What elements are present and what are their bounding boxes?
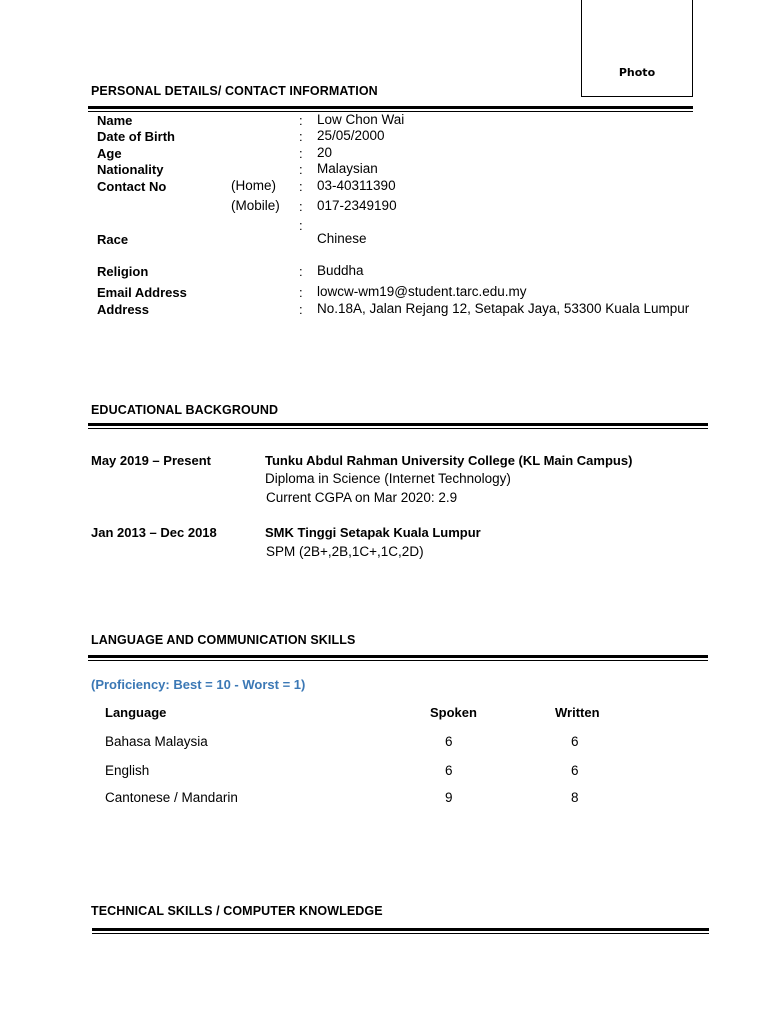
colon: :: [299, 179, 303, 194]
label-name: Name: [97, 113, 133, 128]
colon: :: [299, 146, 303, 161]
section-divider-thin: [88, 428, 708, 429]
label-age: Age: [97, 146, 122, 161]
colon: :: [299, 162, 303, 177]
education-detail: Diploma in Science (Internet Technology): [265, 471, 511, 486]
language-spoken: 9: [445, 790, 453, 805]
language-spoken: 6: [445, 763, 453, 778]
education-institution: Tunku Abdul Rahman University College (KL Main Campus): [265, 453, 633, 468]
label-dob: Date of Birth: [97, 129, 175, 144]
colon: :: [299, 218, 303, 233]
section-divider: [88, 655, 708, 658]
value-religion: Buddha: [317, 263, 364, 278]
photo-placeholder: [581, 0, 693, 97]
personal-section-title: PERSONAL DETAILS/ CONTACT INFORMATION: [91, 84, 378, 98]
education-detail: SPM (2B+,2B,1C+,1C,2D): [266, 544, 424, 559]
education-date: May 2019 – Present: [91, 453, 211, 468]
value-dob: 25/05/2000: [317, 128, 385, 143]
header-language: Language: [105, 705, 167, 720]
language-spoken: 6: [445, 734, 453, 749]
education-section-title: EDUCATIONAL BACKGROUND: [91, 403, 279, 417]
value-age: 20: [317, 145, 333, 160]
label-race: Race: [97, 232, 129, 247]
label-religion: Religion: [97, 264, 149, 279]
value-name: Low Chon Wai: [317, 112, 405, 127]
language-name: Bahasa Malaysia: [105, 734, 208, 749]
language-written: 6: [571, 763, 579, 778]
value-mobile-phone: 017-2349190: [317, 198, 397, 213]
label-nationality: Nationality: [97, 162, 164, 177]
education-date: Jan 2013 – Dec 2018: [91, 525, 217, 540]
language-name: English: [105, 763, 150, 778]
value-home-phone: 03-40311390: [317, 178, 396, 193]
section-divider: [88, 423, 708, 426]
colon: :: [299, 199, 303, 214]
label-address: Address: [97, 302, 150, 317]
colon: :: [299, 264, 303, 279]
language-written: 6: [571, 734, 579, 749]
label-email: Email Address: [97, 285, 187, 300]
language-written: 8: [571, 790, 579, 805]
colon: :: [299, 129, 303, 144]
education-institution: SMK Tinggi Setapak Kuala Lumpur: [265, 525, 481, 540]
value-nationality: Malaysian: [317, 161, 378, 176]
value-race: Chinese: [317, 231, 367, 246]
technical-section-title: TECHNICAL SKILLS / COMPUTER KNOWLEDGE: [91, 904, 383, 918]
photo-label: Photo: [618, 66, 656, 79]
header-spoken: Spoken: [430, 705, 477, 720]
colon: :: [299, 285, 303, 300]
sub-home: (Home): [231, 178, 277, 193]
value-email: lowcw-wm19@student.tarc.edu.my: [317, 284, 527, 299]
sub-mobile: (Mobile): [231, 198, 280, 213]
label-contact: Contact No: [97, 179, 167, 194]
section-divider-thin: [88, 660, 708, 661]
section-divider: [88, 106, 693, 109]
value-address: No.18A, Jalan Rejang 12, Setapak Jaya, 53300 Kuala Lumpur: [317, 301, 690, 316]
section-divider: [92, 928, 709, 931]
language-section-title: LANGUAGE AND COMMUNICATION SKILLS: [91, 633, 356, 647]
colon: :: [299, 113, 303, 128]
header-written: Written: [555, 705, 600, 720]
colon: :: [299, 302, 303, 317]
language-name: Cantonese / Mandarin: [105, 790, 238, 805]
proficiency-note: (Proficiency: Best = 10 - Worst = 1): [91, 677, 306, 692]
education-detail: Current CGPA on Mar 2020: 2.9: [266, 490, 458, 505]
section-divider-thin: [92, 933, 709, 934]
